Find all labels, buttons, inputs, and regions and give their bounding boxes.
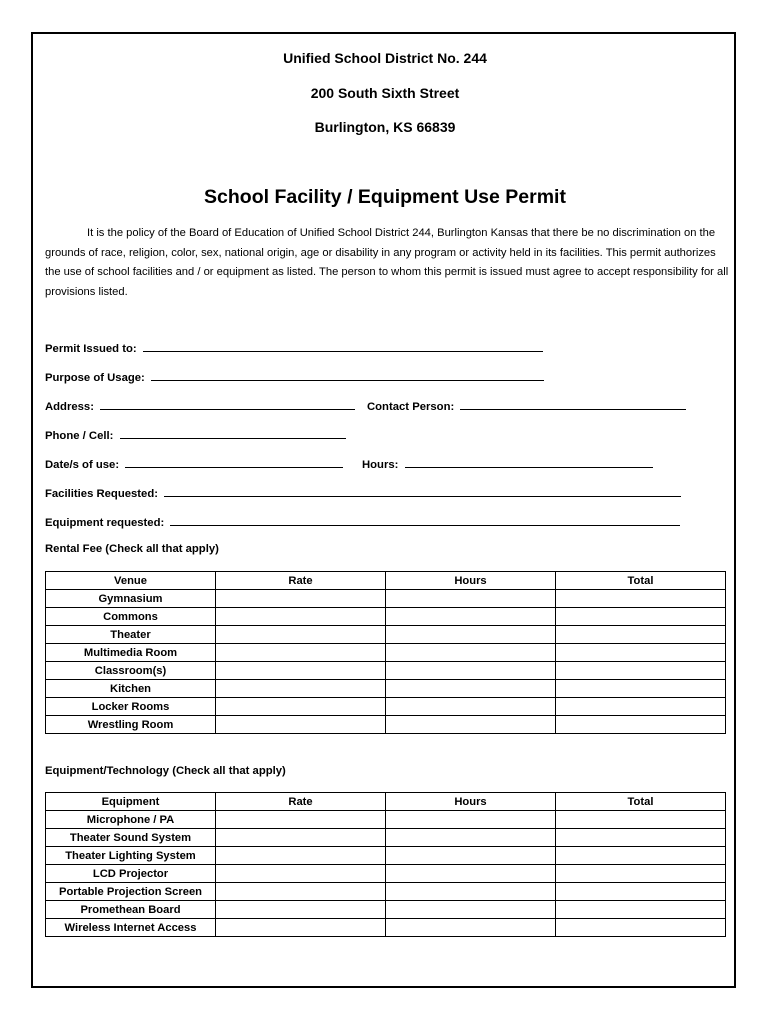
total-cell[interactable] [556, 626, 726, 644]
policy-text: It is the policy of the Board of Education of Unified School District 244, Burlington Kansas that there be no discrimination on the grounds of race, religion, color, sex, national origin, age or disability in any program or activity held in its facilities. This permit authorizes the use of school facilities and / or equipment as listed. The person to whom this permit is issued must agree to accept responsibility for all provisions listed. [45, 227, 729, 298]
dates-of-use-field [45, 456, 343, 471]
rental-fee-label: Rental Fee (Check all that apply) [45, 543, 219, 555]
rate-cell[interactable] [216, 901, 386, 919]
total-cell[interactable] [556, 608, 726, 626]
rate-cell[interactable] [216, 680, 386, 698]
total-cell[interactable] [556, 901, 726, 919]
column-header-rate: Rate [216, 793, 386, 811]
hours-cell[interactable] [386, 865, 556, 883]
facilities-requested-label: Facilities Requested: [45, 488, 159, 500]
rate-cell[interactable] [216, 811, 386, 829]
hours-cell[interactable] [386, 608, 556, 626]
facilities-requested-line[interactable] [164, 485, 681, 497]
dates-of-use-line[interactable] [125, 456, 343, 468]
venue-cell: Classroom(s) [46, 662, 216, 680]
table-row [46, 829, 726, 847]
hours-cell[interactable] [386, 680, 556, 698]
column-header-rate: Rate [216, 572, 386, 590]
equipment-cell: Portable Projection Screen [46, 883, 216, 901]
equipment-requested-field [45, 514, 680, 529]
phone-cell-label: Phone / Cell: [45, 430, 114, 442]
rate-cell[interactable] [216, 662, 386, 680]
equipment-requested-label: Equipment requested: [45, 517, 165, 529]
column-header-total: Total [556, 572, 726, 590]
address-line[interactable] [100, 398, 355, 410]
table-row [46, 847, 726, 865]
purpose-of-usage-line[interactable] [151, 369, 544, 381]
hours-cell[interactable] [386, 590, 556, 608]
equipment-cell: Theater Sound System [46, 829, 216, 847]
district-street: 200 South Sixth Street [310, 85, 460, 101]
hours-cell[interactable] [386, 644, 556, 662]
permit-issued-to-label: Permit Issued to: [45, 343, 137, 355]
hours-cell[interactable] [386, 919, 556, 937]
table-row [46, 626, 726, 644]
total-cell[interactable] [556, 680, 726, 698]
district-city: Burlington, KS 66839 [314, 119, 456, 135]
contact-person-label: Contact Person: [367, 401, 455, 413]
hours-cell[interactable] [386, 662, 556, 680]
table-row [46, 662, 726, 680]
hours-cell[interactable] [386, 698, 556, 716]
purpose-of-usage-label: Purpose of Usage: [45, 372, 145, 384]
rate-cell[interactable] [216, 865, 386, 883]
total-cell[interactable] [556, 590, 726, 608]
policy-paragraph [45, 224, 729, 302]
rate-cell[interactable] [216, 919, 386, 937]
total-cell[interactable] [556, 919, 726, 937]
venue-cell: Gymnasium [46, 590, 216, 608]
contact-person-field [367, 398, 686, 413]
rate-cell[interactable] [216, 829, 386, 847]
rental-fee-table [45, 571, 726, 734]
column-header-hours: Hours [386, 572, 556, 590]
rate-cell[interactable] [216, 883, 386, 901]
total-cell[interactable] [556, 644, 726, 662]
venue-cell: Kitchen [46, 680, 216, 698]
rate-cell[interactable] [216, 626, 386, 644]
rate-cell[interactable] [216, 716, 386, 734]
table-row [46, 644, 726, 662]
equipment-cell: LCD Projector [46, 865, 216, 883]
purpose-of-usage-field [45, 369, 544, 384]
table-row [46, 883, 726, 901]
equipment-requested-line[interactable] [170, 514, 680, 526]
rate-cell[interactable] [216, 847, 386, 865]
phone-cell-line[interactable] [120, 427, 346, 439]
permit-issued-to-field [45, 340, 543, 355]
page-title: School Facility / Equipment Use Permit [204, 186, 566, 208]
hours-cell[interactable] [386, 901, 556, 919]
column-header-venue: Venue [46, 572, 216, 590]
hours-cell[interactable] [386, 716, 556, 734]
equipment-table [45, 792, 726, 937]
rental-fee-header-row [46, 572, 726, 590]
equipment-cell: Microphone / PA [46, 811, 216, 829]
table-row [46, 901, 726, 919]
table-row [46, 811, 726, 829]
hours-label: Hours: [362, 459, 399, 471]
address-label: Address: [45, 401, 94, 413]
column-header-equipment: Equipment [46, 793, 216, 811]
contact-person-line[interactable] [460, 398, 686, 410]
total-cell[interactable] [556, 847, 726, 865]
venue-cell: Theater [46, 626, 216, 644]
column-header-hours: Hours [386, 793, 556, 811]
total-cell[interactable] [556, 698, 726, 716]
total-cell[interactable] [556, 883, 726, 901]
table-row [46, 608, 726, 626]
total-cell[interactable] [556, 716, 726, 734]
table-row [46, 865, 726, 883]
table-row [46, 716, 726, 734]
table-row [46, 919, 726, 937]
rate-cell[interactable] [216, 590, 386, 608]
equipment-cell: Theater Lighting System [46, 847, 216, 865]
equipment-header-row [46, 793, 726, 811]
column-header-total: Total [556, 793, 726, 811]
table-row [46, 590, 726, 608]
hours-field [362, 456, 653, 471]
total-cell[interactable] [556, 865, 726, 883]
hours-cell[interactable] [386, 847, 556, 865]
hours-cell[interactable] [386, 829, 556, 847]
venue-cell: Commons [46, 608, 216, 626]
hours-cell[interactable] [386, 883, 556, 901]
hours-cell[interactable] [386, 811, 556, 829]
district-name: Unified School District No. 244 [283, 50, 487, 66]
venue-cell: Wrestling Room [46, 716, 216, 734]
total-cell[interactable] [556, 662, 726, 680]
hours-cell[interactable] [386, 626, 556, 644]
equipment-label: Equipment/Technology (Check all that apply) [45, 765, 286, 777]
total-cell[interactable] [556, 811, 726, 829]
venue-cell: Locker Rooms [46, 698, 216, 716]
table-row [46, 680, 726, 698]
total-cell[interactable] [556, 829, 726, 847]
table-row [46, 698, 726, 716]
permit-issued-to-line[interactable] [143, 340, 543, 352]
facilities-requested-field [45, 485, 681, 500]
address-field [45, 398, 355, 413]
equipment-cell: Wireless Internet Access [46, 919, 216, 937]
phone-cell-field [45, 427, 346, 442]
rate-cell[interactable] [216, 608, 386, 626]
hours-line[interactable] [405, 456, 653, 468]
rate-cell[interactable] [216, 644, 386, 662]
rate-cell[interactable] [216, 698, 386, 716]
equipment-cell: Promethean Board [46, 901, 216, 919]
venue-cell: Multimedia Room [46, 644, 216, 662]
dates-of-use-label: Date/s of use: [45, 459, 120, 471]
